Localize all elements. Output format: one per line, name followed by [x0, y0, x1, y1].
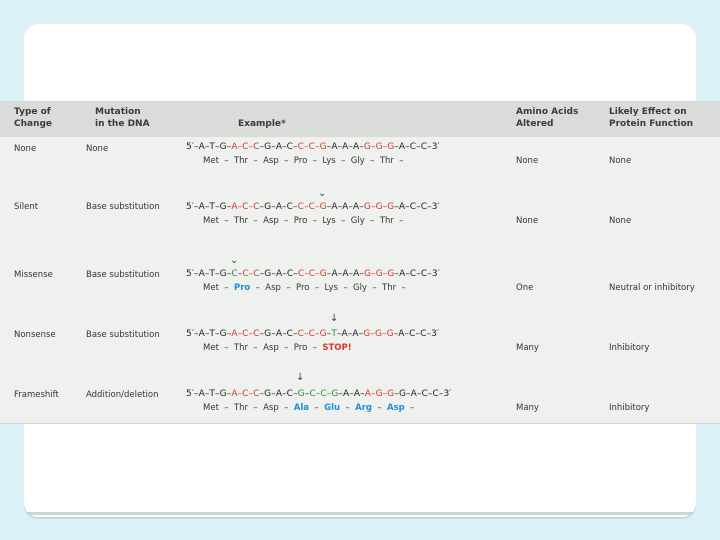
row-altered: Many — [516, 343, 539, 353]
row-amino-acids: Met – Thr – Asp – Pro – STOP! — [203, 343, 352, 353]
mutation-arrow-icon: ⌄ — [318, 188, 327, 199]
row-amino-acids: Met – Thr – Asp – Pro – Lys – Gly – Thr – — [203, 156, 404, 166]
header-mutation: Mutation in the DNA — [95, 107, 150, 129]
row-sequence: 5′–A–T–G–A–C–C–G–A–C–C–C–G–A–A–A–G–G–G–A–C–C–3′ — [186, 142, 440, 152]
row-altered: None — [516, 216, 539, 226]
row-type: Silent — [14, 202, 39, 212]
row-sequence: 5′–A–T–G–C–C–C–G–A–C–C–C–G–A–A–A–G–G–G–A–C–C–3′ — [186, 269, 440, 279]
row-sequence: 5′–A–T–G–A–C–C–G–A–C–C–C–G–T–A–A–G–G–G–A–C–C–3′ — [186, 329, 440, 339]
row-mutation: None — [86, 144, 109, 154]
header-example: Example* — [238, 119, 286, 129]
row-type: Missense — [14, 270, 53, 280]
header-effect: Likely Effect on Protein Function — [609, 107, 694, 129]
row-amino-acids: Met – Pro – Asp – Pro – Lys – Gly – Thr – — [203, 283, 406, 293]
row-mutation: Base substitution — [86, 202, 160, 212]
row-type: Nonsense — [14, 330, 56, 340]
row-mutation: Addition/deletion — [86, 390, 159, 400]
row-effect: Neutral or inhibitory — [609, 283, 695, 293]
row-mutation: Base substitution — [86, 270, 160, 280]
mutation-table — [0, 101, 720, 424]
slide-shadow-line — [26, 512, 694, 515]
row-effect: Inhibitory — [609, 343, 650, 353]
row-altered: One — [516, 283, 534, 293]
row-altered: Many — [516, 403, 539, 413]
row-effect: Inhibitory — [609, 403, 650, 413]
row-effect: None — [609, 156, 632, 166]
row-altered: None — [516, 156, 539, 166]
mutation-arrow-icon: ↓ — [330, 313, 339, 324]
row-amino-acids: Met – Thr – Asp – Ala – Glu – Arg – Asp – — [203, 403, 415, 413]
table-header — [0, 102, 720, 137]
row-effect: None — [609, 216, 632, 226]
row-sequence: 5′–A–T–G–A–C–C–G–A–C–C–C–G–A–A–A–G–G–G–A–C–C–3′ — [186, 202, 440, 212]
row-sequence: 5′–A–T–G–A–C–C–G–A–C–G–C–C–G–A–A–A–G–G–G–A–C–C–3′ — [186, 389, 452, 399]
header-type: Type of Change — [14, 107, 53, 129]
mutation-arrow-icon: ⌄ — [230, 255, 239, 266]
row-amino-acids: Met – Thr – Asp – Pro – Lys – Gly – Thr – — [203, 216, 404, 226]
row-type: Frameshift — [14, 390, 59, 400]
row-type: None — [14, 144, 37, 154]
mutation-arrow-icon: ↓ — [296, 372, 305, 383]
header-amino-acids: Amino Acids Altered — [516, 107, 579, 129]
row-mutation: Base substitution — [86, 330, 160, 340]
